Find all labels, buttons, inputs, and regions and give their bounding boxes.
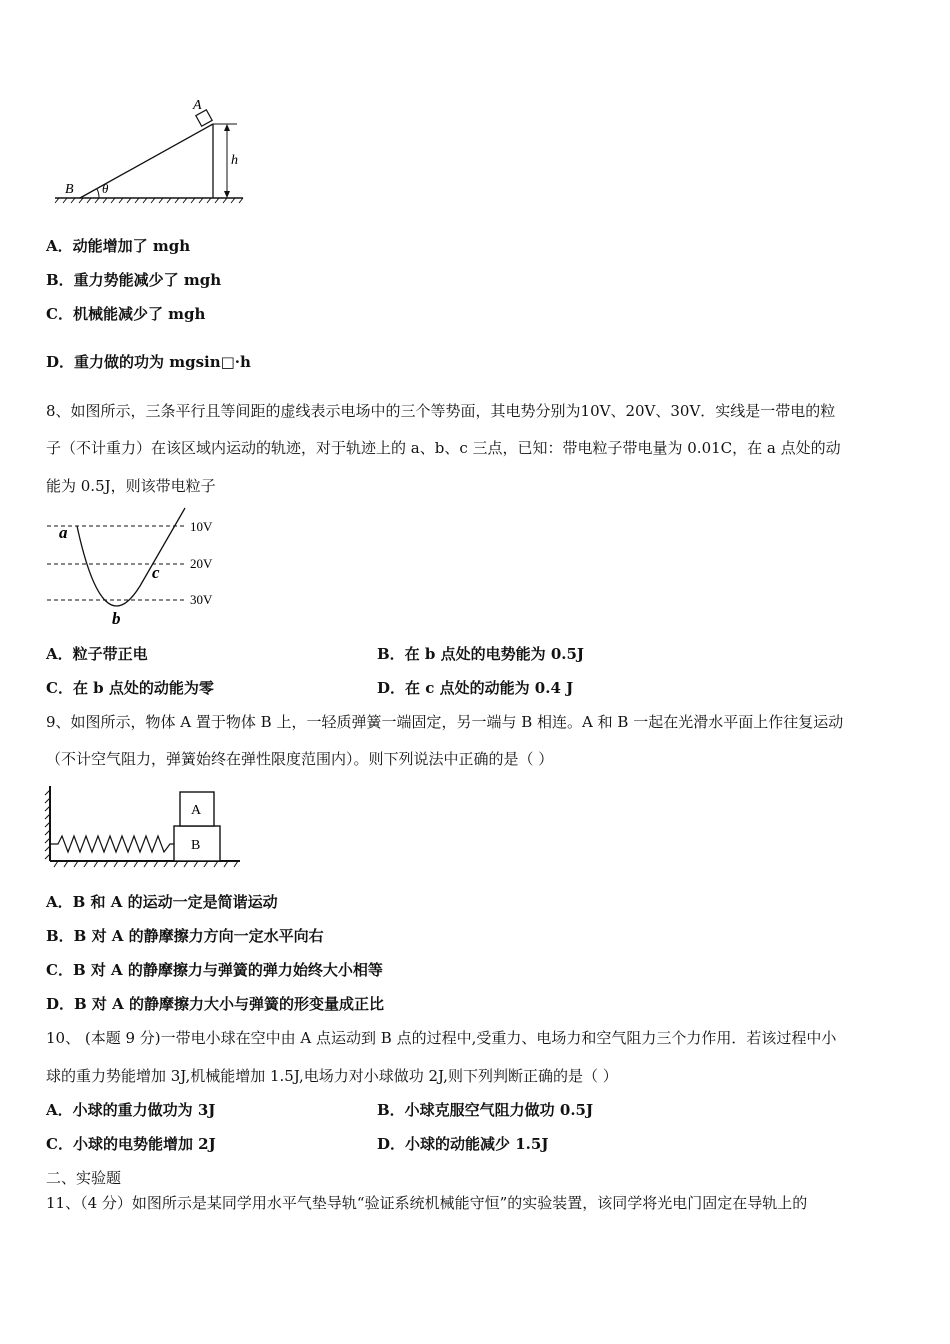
q8-option-c: C．在 b 点处的动能为零 xyxy=(46,679,214,697)
point-c-label: c xyxy=(152,563,160,582)
q7-option-c: C．机械能减少了 mgh xyxy=(46,305,206,323)
point-b-label: b xyxy=(112,609,121,628)
block-b-label: B xyxy=(191,838,201,853)
q9-stem-line2: （不计空气阻力，弹簧始终在弹性限度范围内）。则下列说法中正确的是（ ） xyxy=(46,750,554,768)
block-a-label: A xyxy=(191,803,202,818)
incline-figure xyxy=(55,96,250,206)
q10-stem-line2: 球的重力势能增加 3J,机械能增加 1.5J,电场力对小球做功 2J,则下列判断正确的是（ ） xyxy=(46,1067,618,1085)
q9-stem-line1: 9、如图所示，物体 A 置于物体 B 上，一轻质弹簧一端固定，另一端与 B 相连。A 和 B 一起在光滑水平面上作往复运动 xyxy=(46,713,844,731)
label-h: h xyxy=(231,153,238,168)
point-a-label: a xyxy=(59,523,68,542)
q7-option-b: B．重力势能减少了 mgh xyxy=(46,271,222,289)
q8-stem-line3: 能为 0.5J，则该带电粒子 xyxy=(46,477,216,495)
q8-option-b: B．在 b 点处的电势能为 0.5J xyxy=(377,645,585,663)
q8-option-d: D．在 c 点处的动能为 0.4 J xyxy=(377,679,574,697)
equipotential-figure xyxy=(45,506,235,630)
label-b: B xyxy=(65,182,74,197)
spring-block-figure xyxy=(44,782,244,870)
label-theta: θ xyxy=(102,181,109,196)
q8-stem-line1: 8、如图所示，三条平行且等间距的虚线表示电场中的三个等势面，其电势分别为10V、20V、30V．实线是一带电的粒 xyxy=(46,402,836,420)
section-title: 二、实验题 xyxy=(46,1169,122,1187)
q7-option-a: A．动能增加了 mgh xyxy=(46,237,191,255)
q9-option-b: B．B 对 A 的静摩擦力方向一定水平向右 xyxy=(46,927,324,945)
q10-option-d: D．小球的动能减少 1.5J xyxy=(377,1135,549,1153)
q9-option-a: A．B 和 A 的运动一定是简谐运动 xyxy=(46,893,278,911)
q8-stem-line2: 子（不计重力）在该区域内运动的轨迹，对于轨迹上的 a、b、c 三点，已知：带电粒子带电量为 0.01C，在 a 点处的动 xyxy=(46,439,841,457)
q10-option-a: A．小球的重力做功为 3J xyxy=(46,1101,216,1119)
q9-option-d: D．B 对 A 的静摩擦力大小与弹簧的形变量成正比 xyxy=(46,995,384,1013)
q10-option-b: B．小球克服空气阻力做功 0.5J xyxy=(377,1101,594,1119)
q9-option-c: C．B 对 A 的静摩擦力与弹簧的弹力始终大小相等 xyxy=(46,961,383,979)
q8-option-a: A．粒子带正电 xyxy=(46,645,148,663)
label-20v: 20V xyxy=(190,556,213,571)
label-10v: 10V xyxy=(190,519,213,534)
q7-option-d: D．重力做的功为 mgsin□·h xyxy=(46,353,251,371)
label-30v: 30V xyxy=(190,592,213,607)
q10-stem-line1: 10、 (本题 9 分)一带电小球在空中由 A 点运动到 B 点的过程中,受重力、电场力和空气阻力三个力作用．若该过程中小 xyxy=(46,1029,837,1047)
label-a: A xyxy=(193,98,202,113)
q10-option-c: C．小球的电势能增加 2J xyxy=(46,1135,216,1153)
q11-stem-line1: 11、（4 分）如图所示是某同学用水平气垫导轨“验证系统机械能守恒”的实验装置，该同学将光电门固定在导轨上的 xyxy=(46,1194,808,1212)
